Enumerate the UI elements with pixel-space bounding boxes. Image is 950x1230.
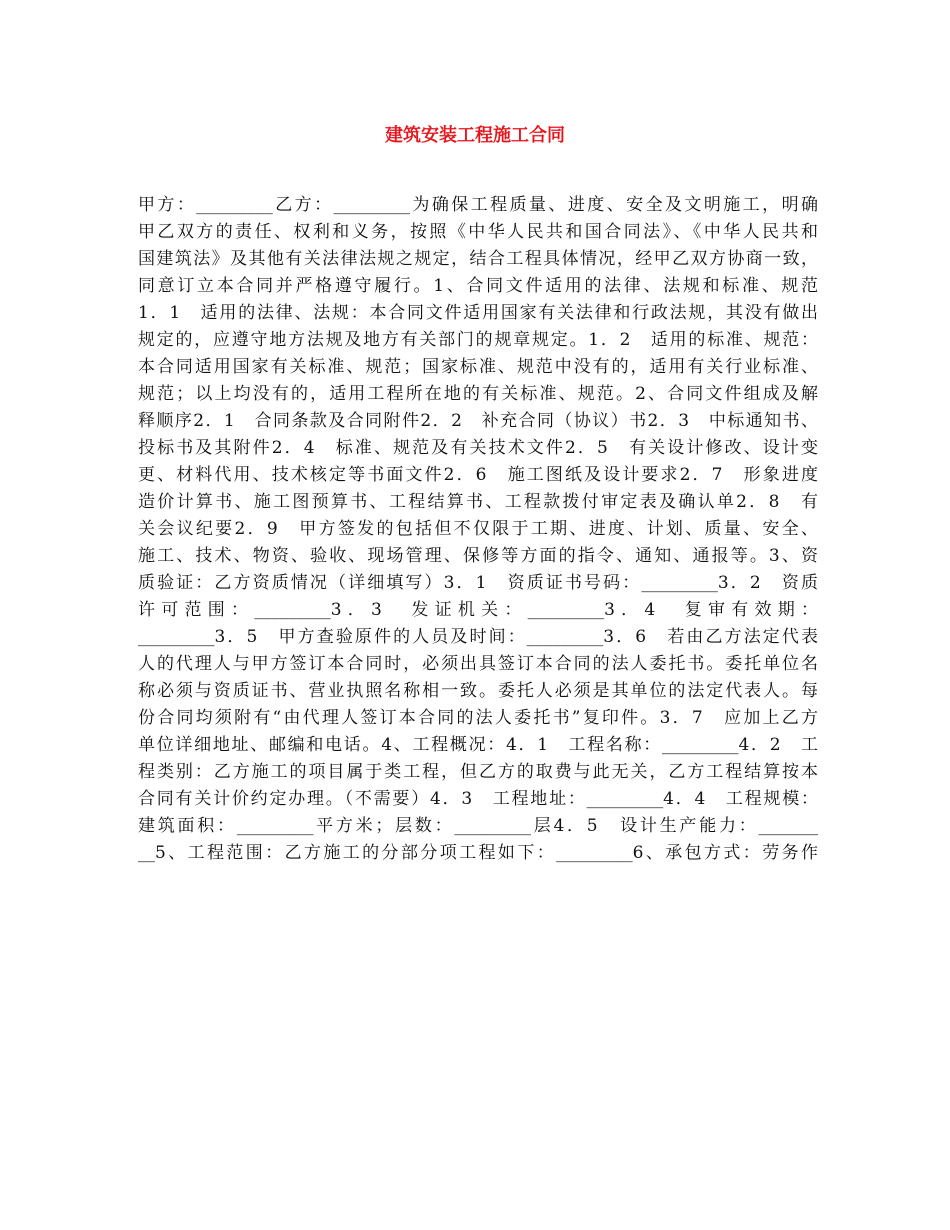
- text-line: 合同有关计价约定办理。（不需要）4．3 工程地址：_________4．4 工程规模：: [138, 789, 818, 809]
- text-line: 单位详细地址、邮编和电话。4、工程概况：4．1 工程名称：_________4．2 工: [138, 735, 818, 755]
- text-line: 国建筑法》及其他有关法律法规之规定，结合工程具体情况，经甲乙双方协商一致，: [138, 249, 818, 269]
- text-line: 甲乙双方的责任、权利和义务，按照《中华人民共和国合同法》、《中华人民共和: [138, 222, 818, 242]
- text-line: 投标书及其附件2．4 标准、规范及有关技术文件2．5 有关设计修改、设计变: [138, 438, 818, 458]
- text-line: 规定的，应遵守地方法规及地方有关部门的规章规定。1．2 适用的标准、规范：: [138, 330, 818, 350]
- text-line: 甲方：_________乙方：_________为确保工程质量、进度、安全及文明施工，明确: [138, 195, 818, 215]
- text-line: 建筑面积：_________平方米；层数：_________层4．5 设计生产能力：_______: [138, 816, 818, 836]
- text-line: 本合同适用国家有关标准、规范；国家标准、规范中没有的，适用有关行业标准、: [138, 357, 818, 377]
- text-line: 质验证：乙方资质情况（详细填写）3．1 资质证书号码：_________3．2 资质: [138, 573, 818, 593]
- contract-body: [138, 192, 818, 867]
- text-line: 释顺序2．1 合同条款及合同附件2．2 补充合同（协议）书2．3 中标通知书、: [138, 411, 818, 431]
- text-line: 份合同均须附有“由代理人签订本合同的法人委托书”复印件。3．7 应加上乙方: [138, 708, 818, 728]
- text-line: 许可范围：_________3．3 发证机关：_________3．4 复审有效期：: [138, 600, 818, 620]
- text-line: 1．1 适用的法律、法规：本合同文件适用国家有关法律和行政法规，其没有做出: [138, 303, 818, 323]
- text-line: 造价计算书、施工图预算书、工程结算书、工程款拨付审定表及确认单2．8 有: [138, 492, 818, 512]
- text-line: 程类别：乙方施工的项目属于类工程，但乙方的取费与此无关，乙方工程结算按本: [138, 762, 818, 782]
- page-title: 建筑安装工程施工合同: [385, 125, 565, 146]
- text-line: 施工、技术、物资、验收、现场管理、保修等方面的指令、通知、通报等。3、资: [138, 546, 818, 566]
- text-line: 同意订立本合同并严格遵守履行。1、合同文件适用的法律、法规和标准、规范: [138, 276, 818, 296]
- text-line: 更、材料代用、技术核定等书面文件2．6 施工图纸及设计要求2．7 形象进度: [138, 465, 818, 485]
- text-line: _________3．5 甲方查验原件的人员及时间：_________3．6 若由乙方法定代表: [138, 627, 818, 647]
- text-line: __5、工程范围：乙方施工的分部分项工程如下：_________6、承包方式：劳务作: [138, 843, 818, 863]
- text-line: 规范；以上均没有的，适用工程所在地的有关标准、规范。2、合同文件组成及解: [138, 384, 818, 404]
- text-line: 关会议纪要2．9 甲方签发的包括但不仅限于工期、进度、计划、质量、安全、: [138, 519, 818, 539]
- text-line: 称必须与资质证书、营业执照名称相一致。委托人必须是其单位的法定代表人。每: [138, 681, 818, 701]
- text-line: 人的代理人与甲方签订本合同时，必须出具签订本合同的法人委托书。委托单位名: [138, 654, 818, 674]
